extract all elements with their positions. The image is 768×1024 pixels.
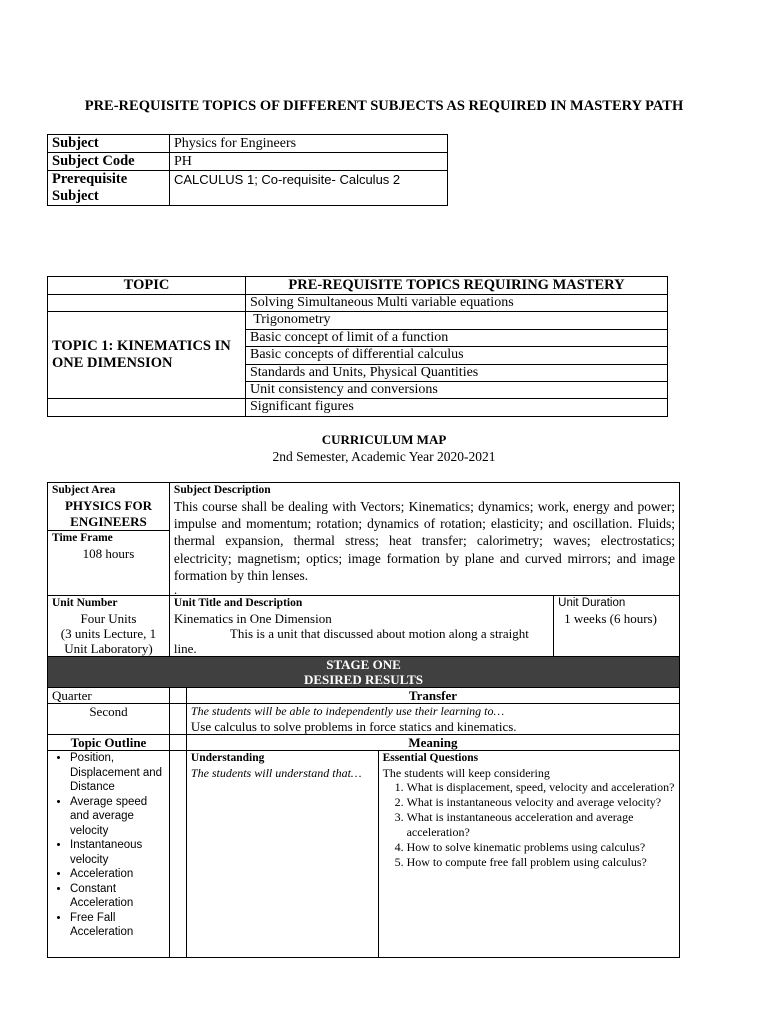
spacer-cell: [169, 688, 186, 704]
outline-item: • Position, Displacement and Distance: [70, 751, 165, 795]
spacer-cell: [169, 704, 186, 735]
outline-item: • Constant Acceleration: [70, 882, 165, 911]
unit-number-value: Four Units: [80, 611, 137, 627]
topic-name: TOPIC 1: KINEMATICS IN ONE DIMENSION: [48, 312, 246, 399]
subject-description-cell: [169, 483, 679, 596]
essential-question: 5. How to compute free fall problem using calculus?: [407, 855, 675, 870]
curriculum-map-subtitle: 2nd Semester, Academic Year 2020-2021: [272, 449, 496, 464]
transfer-cell: [186, 704, 679, 735]
unit-duration-cell: [554, 596, 680, 657]
understanding-intro: The students will understand that…: [190, 766, 362, 781]
unit-duration-label: Unit Duration: [558, 597, 626, 610]
prereq-item: Unit consistency and conversions: [246, 382, 668, 399]
prerequisite-label: Prerequisite Subject: [48, 171, 170, 206]
subject-row: [48, 135, 448, 153]
topic-outline-list: [52, 751, 165, 940]
outline-item: • Average speed and average velocity: [70, 795, 165, 839]
outline-item: • Instantaneous velocity: [70, 838, 165, 867]
subject-code-value: PH: [170, 153, 448, 171]
subject-description-tail: .: [173, 582, 178, 598]
prerequisite-value: CALCULUS 1; Co-requisite- Calculus 2: [170, 171, 448, 206]
subject-description-label: Subject Description: [173, 484, 271, 496]
desired-results-label: DESIRED RESULTS: [303, 672, 424, 688]
unit-title-value: Kinematics in One Dimension: [173, 611, 332, 627]
spacer-cell: [169, 751, 186, 958]
unit-number-label: Unit Number: [52, 597, 118, 610]
subject-description-text: This course shall be dealing with Vectors; Kinematics; dynamics; work, energy and power; impulse and momentum; rotation; dynamics of rotation; elasticity; and oscillation. Fluids; thermal expansion, thermal stress; heat transfer; calorimetry; waves; electrostatics; electricity; magnetism; optics; image formation by plane and curved mirrors; and image formation by thin lenses.: [173, 499, 675, 583]
understanding-label: Understanding: [190, 752, 265, 765]
topic-empty-cell: [48, 399, 246, 416]
curriculum-map-title: CURRICULUM MAP: [321, 432, 447, 447]
topic-outline-cell: [48, 751, 170, 958]
unit-duration-value: 1 weeks (6 hours): [564, 610, 657, 626]
prerequisite-row: [48, 171, 448, 206]
unit-title-label: Unit Title and Description: [173, 597, 303, 610]
subject-area-value: PHYSICS FOR ENGINEERS: [64, 498, 152, 529]
understanding-cell: [186, 751, 378, 958]
topic-empty-cell: [48, 295, 246, 312]
quarter-value: Second: [48, 704, 170, 735]
prereq-item: Solving Simultaneous Multi variable equations: [246, 295, 668, 312]
unit-row: [48, 596, 680, 657]
subject-area-cell: [48, 483, 170, 596]
quarter-transfer-header-row: [48, 688, 680, 704]
prereq-item: Trigonometry: [246, 312, 668, 329]
mastery-column-header: PRE-REQUISITE TOPICS REQUIRING MASTERY: [246, 277, 668, 295]
quarter-label: Quarter: [48, 688, 170, 704]
transfer-value: Use calculus to solve problems in force statics and kinematics.: [190, 719, 517, 735]
time-frame-label: Time Frame: [48, 530, 169, 546]
prereq-row: [48, 312, 668, 329]
essential-question: 2. What is instantaneous velocity and average velocity?: [407, 795, 675, 810]
unit-number-detail: (3 units Lecture, 1 Unit Laboratory): [60, 626, 157, 657]
prerequisite-topics-table: [47, 276, 668, 417]
prereq-row: [48, 399, 668, 416]
subject-area-row: [48, 483, 680, 596]
essential-questions-list: [383, 780, 675, 870]
essential-question: 3. What is instantaneous acceleration and average acceleration?: [407, 810, 675, 840]
essential-questions-cell: [378, 751, 679, 958]
subject-code-row: [48, 153, 448, 171]
transfer-intro: The students will be able to independently use their learning to…: [190, 704, 505, 719]
outline-content-row: [48, 751, 680, 958]
spacer-cell: [169, 735, 186, 751]
unit-number-cell: [48, 596, 170, 657]
prereq-item: Basic concepts of differential calculus: [246, 347, 668, 364]
stage-one-row: [48, 657, 680, 688]
essential-questions-label: Essential Questions: [382, 752, 479, 765]
quarter-transfer-row: [48, 704, 680, 735]
outline-item: • Acceleration: [70, 867, 165, 882]
topic-outline-label: Topic Outline: [48, 735, 170, 751]
essential-questions-intro: The students will keep considering: [382, 766, 550, 781]
transfer-label: Transfer: [186, 688, 679, 704]
subject-area-label: Subject Area: [52, 484, 116, 496]
meaning-label: Meaning: [186, 735, 679, 751]
stage-one-banner: [48, 657, 680, 688]
subject-label: Subject: [48, 135, 170, 153]
prereq-item: Basic concept of limit of a function: [246, 329, 668, 346]
curriculum-map-table: [47, 482, 680, 958]
essential-question: 1. What is displacement, speed, velocity and acceleration?: [407, 780, 675, 795]
prereq-item: Standards and Units, Physical Quantities: [246, 364, 668, 381]
subject-value: Physics for Engineers: [170, 135, 448, 153]
outline-meaning-header-row: [48, 735, 680, 751]
topic-column-header: TOPIC: [48, 277, 246, 295]
essential-question: 4. How to solve kinematic problems using calculus?: [407, 840, 675, 855]
prereq-item: Significant figures: [246, 399, 668, 416]
outline-item: • Free Fall Acceleration: [70, 911, 165, 940]
page-title: PRE-REQUISITE TOPICS OF DIFFERENT SUBJECTS AS REQUIRED IN MASTERY PATH: [84, 98, 684, 114]
subject-code-label: Subject Code: [48, 153, 170, 171]
prereq-header-row: [48, 277, 668, 295]
unit-description: This is a unit that discussed about motion along a straight line.: [173, 626, 529, 657]
stage-one-label: STAGE ONE: [326, 657, 401, 673]
subject-info-table: [47, 134, 448, 206]
time-frame-value: 108 hours: [82, 546, 135, 561]
prereq-row: [48, 295, 668, 312]
unit-title-cell: [169, 596, 553, 657]
